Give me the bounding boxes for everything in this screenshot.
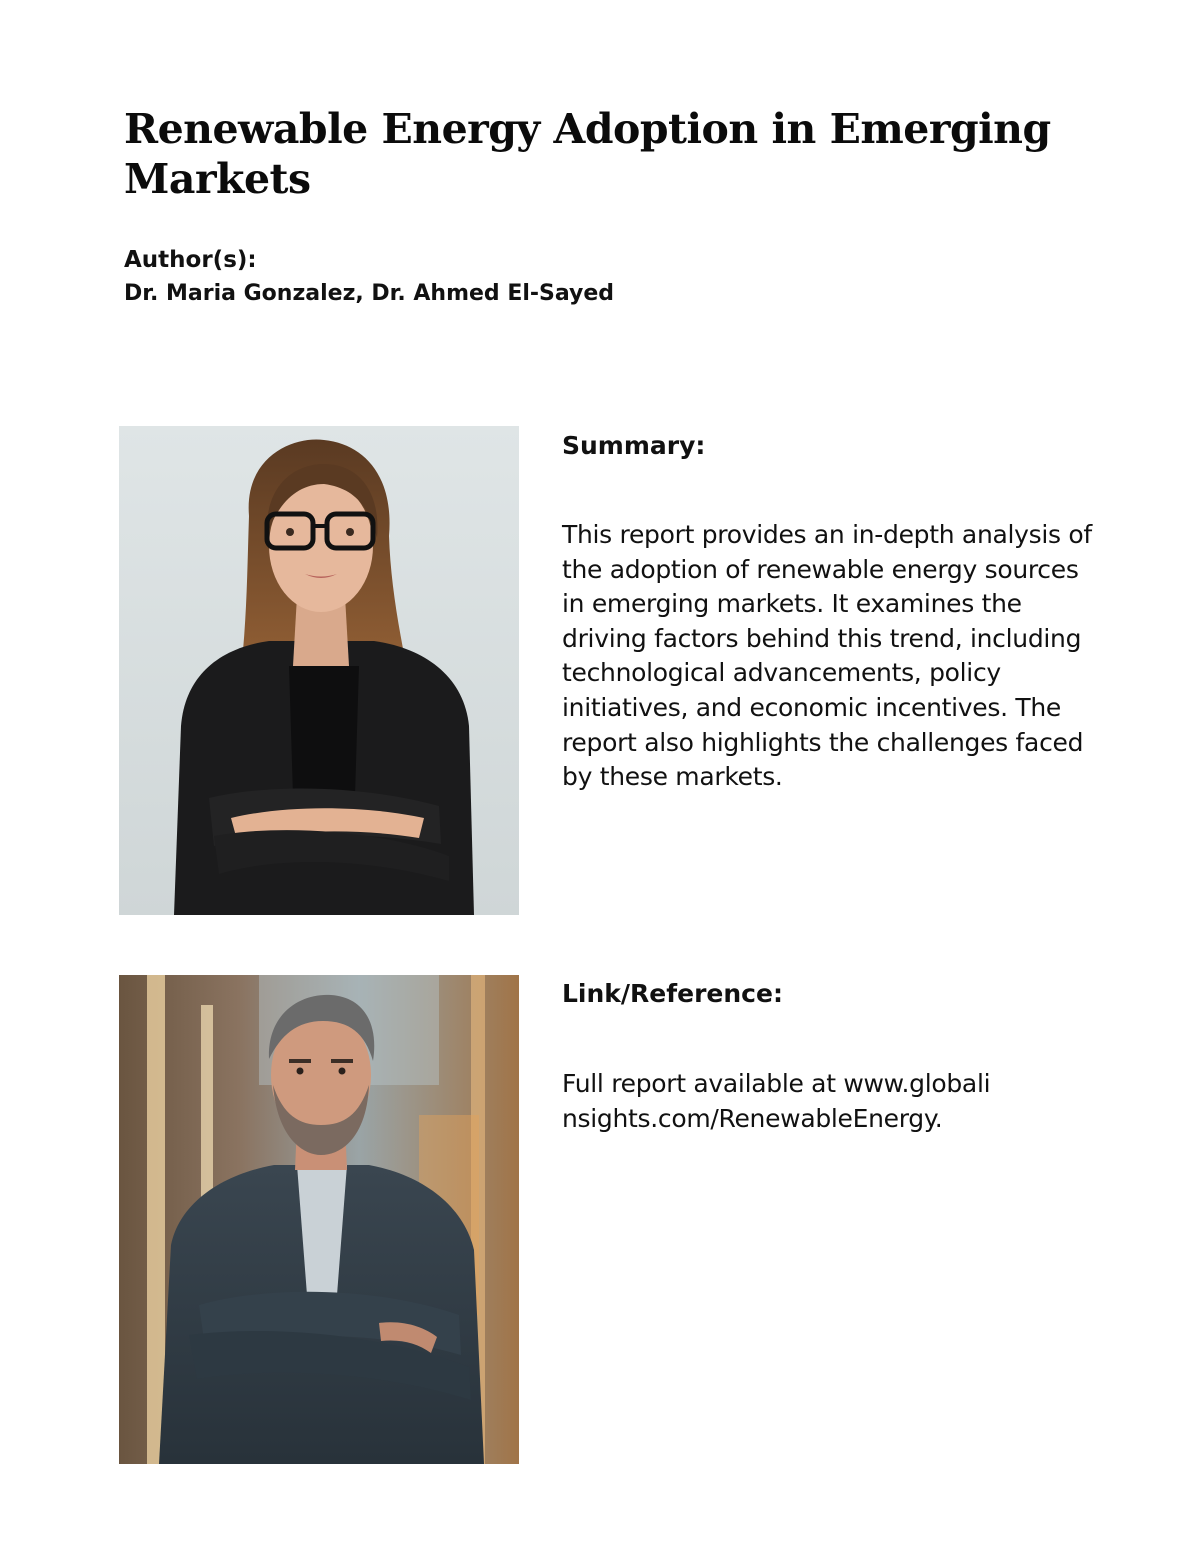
authors-names: Dr. Maria Gonzalez, Dr. Ahmed El-Sayed <box>124 281 615 306</box>
authors-label: Author(s): <box>124 247 257 273</box>
reference-text: Full report available at www.globalinsights.com/RenewableEnergy. <box>562 1069 991 1133</box>
author-photo-man <box>119 975 519 1464</box>
summary-text: This report provides an in-depth analysis of the adoption of renewable energy sources in emerging markets. It examines the driving factors behind this trend, including technological advancements, policy initiatives, and economic incentives. The report also highlights the challenges faced by these markets. <box>562 520 1092 792</box>
summary-section <box>562 429 1092 795</box>
summary-heading: Summary: <box>562 431 706 460</box>
document-title: Renewable Energy Adoption in Emerging Markets <box>124 105 1051 203</box>
reference-section <box>562 977 1092 1136</box>
reference-heading: Link/Reference: <box>562 979 783 1008</box>
authors-block <box>124 243 924 311</box>
author-photo-woman <box>119 426 519 915</box>
